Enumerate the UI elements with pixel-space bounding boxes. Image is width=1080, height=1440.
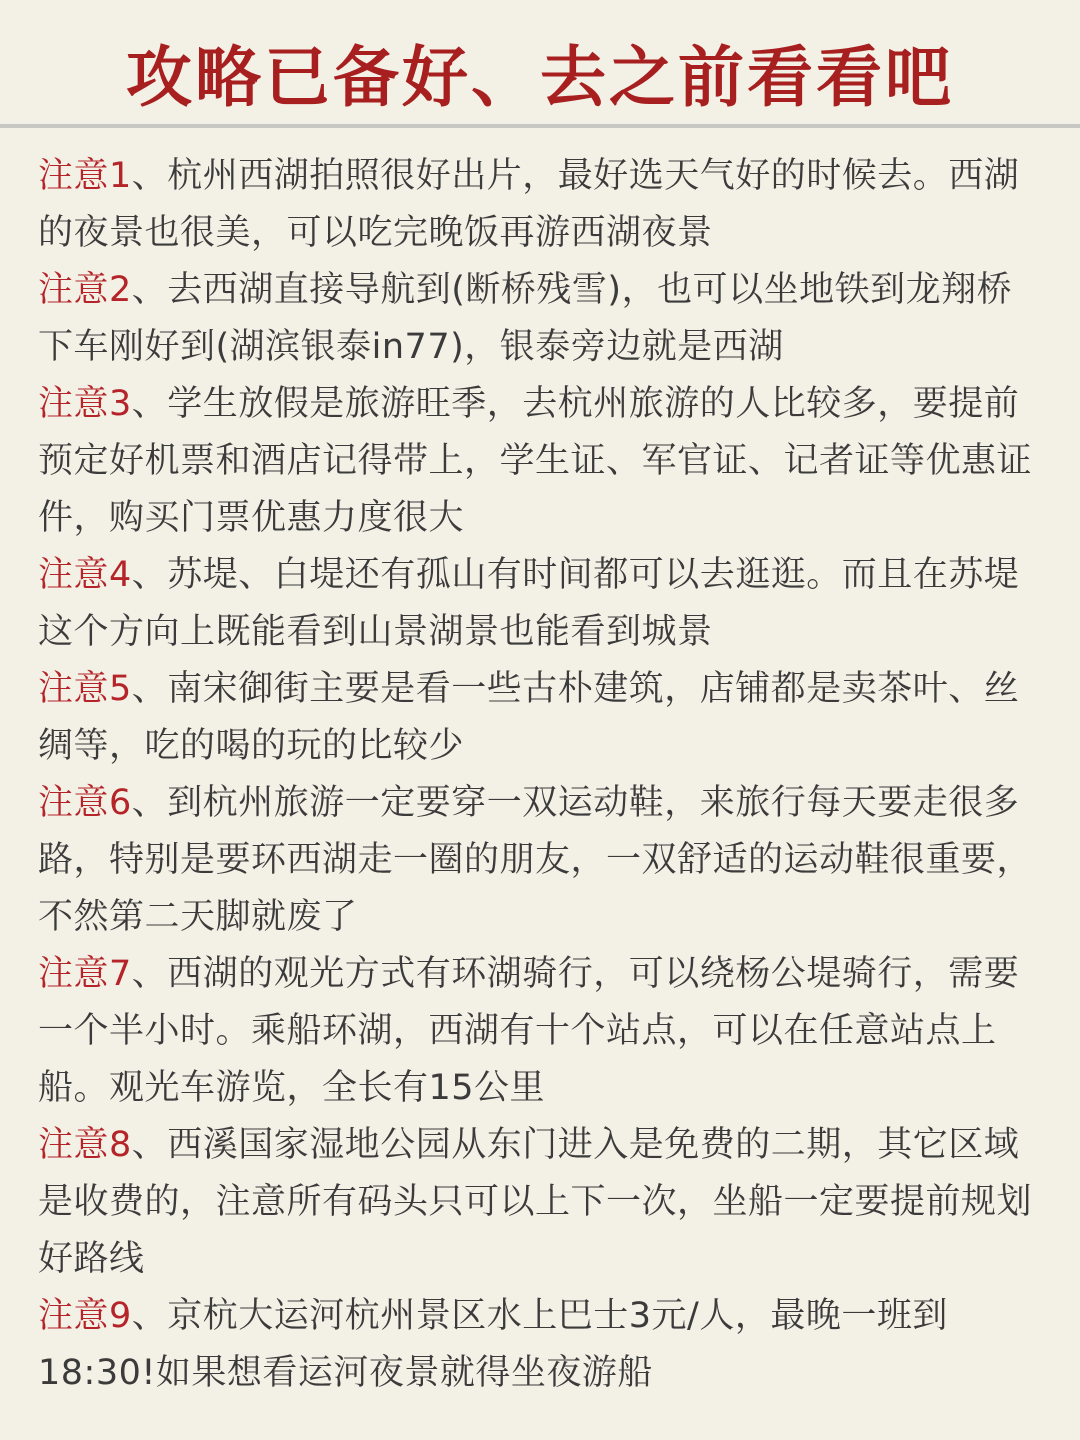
note-text: 、苏堤、白堤还有孤山有时间都可以去逛逛。而且在苏堤这个方向上既能看到山景湖景也能看到城景 [38, 555, 1020, 652]
note-item [38, 262, 1042, 376]
note-text: 、京杭大运河杭州景区水上巴士3元/人，最晚一班到18:30!如果想看运河夜景就得坐夜游船 [38, 1296, 948, 1393]
note-label: 注意8 [38, 1125, 132, 1165]
note-item [38, 946, 1042, 1117]
notes-list [38, 148, 1042, 1402]
note-item [38, 1117, 1042, 1288]
note-text: 、去西湖直接导航到(断桥残雪)，也可以坐地铁到龙翔桥下车刚好到(湖滨银泰in77)，银泰旁边就是西湖 [38, 270, 1013, 367]
note-label: 注意5 [38, 669, 132, 709]
note-label: 注意7 [38, 954, 132, 994]
note-text: 、西湖的观光方式有环湖骑行，可以绕杨公堤骑行，需要一个半小时。乘船环湖，西湖有十个站点，可以在任意站点上船。观光车游览，全长有15公里 [38, 954, 1020, 1108]
note-text: 、南宋御街主要是看一些古朴建筑，店铺都是卖茶叶、丝绸等，吃的喝的玩的比较少 [38, 669, 1020, 766]
title-divider [0, 124, 1080, 128]
note-text: 、杭州西湖拍照很好出片，最好选天气好的时候去。西湖的夜景也很美，可以吃完晚饭再游西湖夜景 [38, 156, 1020, 253]
note-text: 、学生放假是旅游旺季，去杭州旅游的人比较多，要提前预定好机票和酒店记得带上，学生证、军官证、记者证等优惠证件，购买门票优惠力度很大 [38, 384, 1033, 538]
note-label: 注意4 [38, 555, 132, 595]
page-title: 攻略已备好、去之前看看吧 [126, 39, 954, 116]
note-text: 、到杭州旅游一定要穿一双运动鞋，来旅行每天要走很多路，特别是要环西湖走一圈的朋友，一双舒适的运动鞋很重要，不然第二天脚就废了 [38, 783, 1033, 937]
note-label: 注意1 [38, 156, 132, 196]
note-item [38, 1288, 1042, 1402]
note-item [38, 148, 1042, 262]
note-label: 注意3 [38, 384, 132, 424]
note-label: 注意6 [38, 783, 132, 823]
note-item [38, 661, 1042, 775]
note-item [38, 376, 1042, 547]
note-item [38, 775, 1042, 946]
note-item [38, 547, 1042, 661]
note-text: 、西溪国家湿地公园从东门进入是免费的二期，其它区域是收费的，注意所有码头只可以上下一次，坐船一定要提前规划好路线 [38, 1125, 1033, 1279]
note-label: 注意9 [38, 1296, 132, 1336]
note-label: 注意2 [38, 270, 132, 310]
